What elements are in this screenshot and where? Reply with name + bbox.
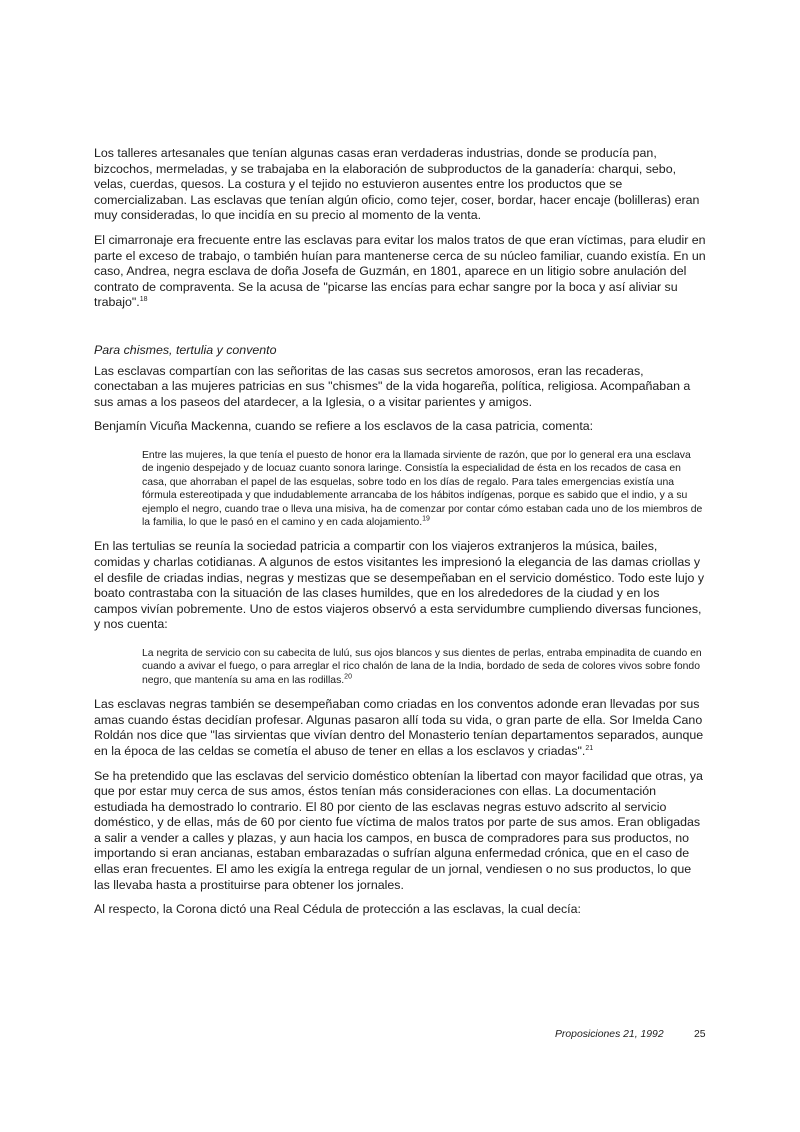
paragraph-text: Benjamín Vicuña Mackenna, cuando se refiere a los esclavos de la casa patricia, comenta: bbox=[94, 419, 594, 434]
paragraph-cimarronaje bbox=[94, 233, 706, 311]
block-quote-negrita bbox=[142, 647, 704, 687]
journal-citation: Proposiciones 21, 1992 bbox=[555, 1029, 664, 1040]
paragraph-text: Las esclavas negras también se desempeñaban como criadas en los conventos adonde eran llevadas por sus amas cuando éstas decidían profesar. Algunas pasaron allí toda su vida, o gran parte de ella. Sor Imelda Cano Roldán nos dice que "las sirvientas que vivían dentro del Monasterio tenían departamentos separados, aunque en la época de las celdas se cometía el abuso de tener en ellas a los esclavos y criadas". bbox=[94, 697, 704, 758]
block-quote-vicuna bbox=[142, 449, 704, 529]
footnote-ref: 21 bbox=[585, 744, 594, 752]
paragraph-text: Las esclavas compartían con las señoritas de las casas sus secretos amorosos, eran las recaderas, conectaban a las mujeres patricias en sus "chismes" de la vida hogareña, política, religiosa. Acompañaban a sus amas a los paseos del atardecer, a la Iglesia, o a visitar parientes y amigos. bbox=[94, 363, 691, 409]
quote-text: La negrita de servicio con su cabecita de lulú, sus ojos blancos y sus dientes de perlas, entraba empinadita de cuando en cuando a avivar el fuego, o para arreglar el rico chalón de lana de la India, bordado de seda de colores vivos sobre fondo negro, que mantenía su ama en las rodillas. bbox=[142, 647, 702, 686]
paragraph-conventos bbox=[94, 697, 706, 759]
paragraph-text: En las tertulias se reunía la sociedad patricia a compartir con los viajeros extranjeros la música, bailes, comidas y charlas cotidianas. A algunos de estos visitantes les impresionó la elegancia de las damas criollas y el desfile de criadas indias, negras y mestizas que se desempeñaban en el servicio doméstico. Todo este lujo y boato contrastaba con la situación de las clases humildes, que en los alrededores de la ciudad y en los campos vivían pobremente. Uno de estos viajeros observó a esta servidumbre cumpliendo diversas funciones, y nos cuenta: bbox=[94, 539, 705, 632]
paragraph-tertulias bbox=[94, 539, 706, 633]
paragraph-real-cedula bbox=[94, 902, 706, 918]
footnote-ref: 18 bbox=[139, 296, 148, 304]
quote-text: Entre las mujeres, la que tenía el puesto de honor era la llamada sirviente de razón, que por lo general era una esclava de ingenio despejado y de locuaz cuanto sonora laringe. Consistía la especialidad de ésta en los recados de casa en casa, que ahorraban el papel de las esquelas, sobre todo en los días de regalo. Para tales emergencias existía una fórmula estereotipada y que indudablemente arrancaba de los hábitos indígenas, porque es sabido que el indio, y a su ejemplo el negro, cuando trae o lleva una misiva, ha de comenzar por contar cómo estaban cada uno de los miembros de la familia, lo que le pasó en el camino y en cada alojamiento. bbox=[142, 449, 703, 528]
paragraph-vicuna bbox=[94, 419, 706, 435]
footnote-ref: 20 bbox=[344, 673, 352, 681]
section-heading: Para chismes, tertulia y convento bbox=[94, 342, 277, 357]
paragraph-text: El cimarronaje era frecuente entre las esclavas para evitar los malos tratos de que eran víctimas, para eludir en parte el exceso de trabajo, o también huían para mantenerse cerca de su núcleo familiar, cuando existía. En un caso, Andrea, negra esclava de doña Josefa de Guzmán, en 1801, aparece en un litigio sobre anulación del contrato de compraventa. Se la acusa de "picarse las encías para echar sangre por la boca y así aliviar su trabajo". bbox=[94, 232, 706, 310]
document-body bbox=[94, 146, 706, 927]
page-footer bbox=[555, 1028, 706, 1041]
paragraph-text: Se ha pretendido que las esclavas del servicio doméstico obtenían la libertad con mayor facilidad que otras, ya que por estar muy cerca de sus amos, éstos tenían más consideraciones con ellas. La documentación estudiada ha demostrado lo contrario. El 80 por ciento de las esclavas negras estuvo adscrito al servicio doméstico, y de ellas, más de 60 por ciento fue víctima de malos tratos por parte de sus amos. Eran obligadas a salir a vender a calles y plazas, y aun hacia los campos, en busca de compradores para sus productos, no importando si eran ancianas, estaban embarazadas o sufrían alguna enfermedad crónica, que en el caso de ellas eran frecuentes. El amo les exigía la entrega regular de un jornal, vendiesen o no sus productos, lo que las llevaba hasta a prostituirse para obtener los jornales. bbox=[94, 768, 703, 892]
paragraph-talleres bbox=[94, 146, 706, 224]
paragraph-libertad bbox=[94, 769, 706, 894]
paragraph-text: Los talleres artesanales que tenían algunas casas eran verdaderas industrias, donde se producía pan, bizcochos, mermeladas, y se trabajaba en la elaboración de subproductos de la ganadería: charqui, sebo, velas, cuerdas, quesos. La costura y el tejido no estuvieron ausentes entre los productos que se comercializaban. Las esclavas que tenían algún oficio, como tejer, coser, bordar, hacer encaje (bolilleras) eran muy consideradas, lo que incidía en su precio al momento de la venta. bbox=[94, 146, 700, 223]
paragraph-confidentes bbox=[94, 364, 706, 411]
paragraph-text: Al respecto, la Corona dictó una Real Cédula de protección a las esclavas, la cual decía: bbox=[94, 902, 581, 917]
page-number: 25 bbox=[694, 1029, 706, 1040]
footnote-ref: 19 bbox=[422, 515, 430, 523]
